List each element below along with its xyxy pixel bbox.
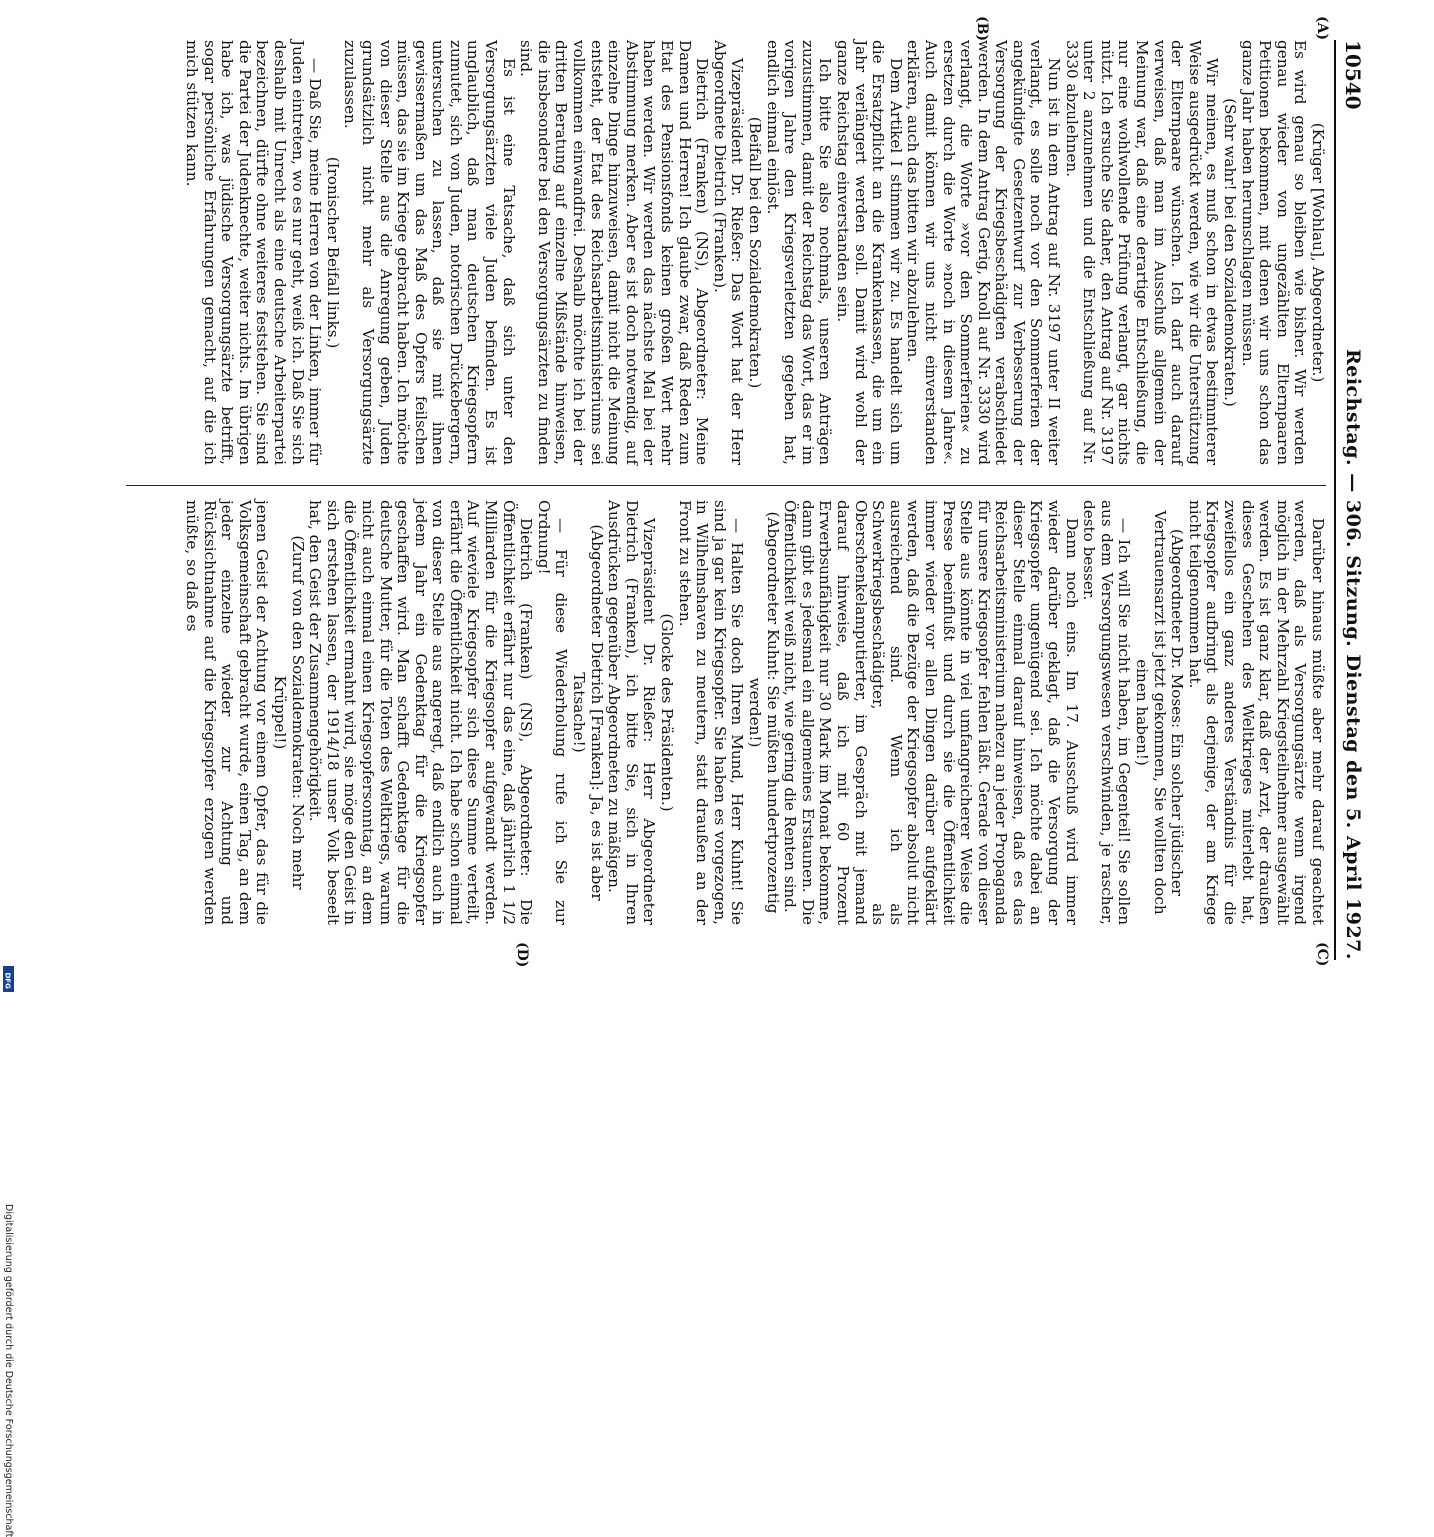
interjection: (Zuruf von den Sozialdemokraten: Noch mehr Krüppel!) xyxy=(270,535,307,890)
interjection: (Ironischer Beifall links.) xyxy=(323,156,342,349)
column-divider xyxy=(126,485,1326,486)
page-header xyxy=(1334,40,1370,960)
digitization-note: Digitalisierung gefördert durch die Deutsche Forschungsgemeinschaft xyxy=(3,1204,14,1537)
paragraph: Vizepräsident Dr. Rießer: Das Wort hat der Herr Abgeordnete Dietrich (Franken). xyxy=(710,40,747,465)
interjection: (Abgeordneter Dietrich [Franken]: Ja, es ist aber Tatsache!) xyxy=(570,524,606,901)
paragraph: Darüber hinaus müßte aber mehr darauf geachtet werden, daß als Versorgungsärzte wenn irgend möglich in der Mehrzahl Kriegsteilnehmer ausgewählt werden. Es ist ganz klar, daß der Arzt, der draußen dieses Geschehen des Weltkrieges miterlebt hat, zweifellos ein ganz anderes Verständnis für die Kriegsopfer aufbringt als derjenige, der am Kriege nicht teilgenommen hat. xyxy=(1185,500,1327,925)
paragraph: (Krüger [Wohlau], Abgeordneter.) xyxy=(1309,122,1327,383)
paragraph: Ich bitte Sie also nochmals, unseren Anträgen zuzustimmen, damit der Reichstag das Wort, das er im vorigen Jahre den Kriegsverletzten gegeben hat, endlich einmal einlöst. xyxy=(763,40,835,465)
interjection: (Abgeordneter Dr. Moses: Ein solcher jüdischer Vertrauensarzt ist jetzt gekommen, Sie wollten doch einen haben!) xyxy=(1133,510,1187,915)
left-column xyxy=(182,40,1326,465)
paragraph: Nun ist in dem Antrag auf Nr. 3197 unter II weiter verlangt, es solle noch vor den Sommerferien der angekündigte Gesetzentwurf zur Verbesserung der Versorgung der Kriegsbeschädigten verabschiedet werden. In dem Antrag Gerig, Knoll auf Nr. 3330 wird verlangt, die Worte »vor den Sommerferien« zu ersetzen durch die Worte »noch in diesem Jahre«. Auch damit können wir uns nicht einverstanden erklären, auch das bitten wir abzulehnen. xyxy=(904,40,1064,465)
margin-marker-b: (B) xyxy=(974,16,990,42)
paragraph: Vizepräsident Dr. Rießer: Herr Abgeordneter Dietrich (Franken), ich bitte Sie, sich in Ihren Ausdrücken gegenüber Abgeordneten zu mäßigen. xyxy=(605,500,659,925)
paragraph: — Für diese Wiederholung rufe ich Sie zur Ordnung! xyxy=(534,500,571,925)
margin-marker-a: (A) xyxy=(1314,16,1330,41)
margin-marker-d: (D) xyxy=(514,942,530,968)
interjection: (Beifall bei den Sozialdemokraten.) xyxy=(746,116,764,389)
interjection: (Glocke des Präsidenten.) xyxy=(658,613,677,812)
rotated-page-content xyxy=(130,16,1370,968)
speech-paragraph: Dietrich (Franken) (NS), Abgeordneter: Meine Damen und Herren! Ich glaube zwar, daß Reden zum Etat des Pensionsfonds keinen großen Wert mehr haben werden. Wir werden das nächste Mal bei der Abstimmung merken. Aber es ist doch notwendig, auf einzelne Dinge hinzuweisen, damit nicht die Meinung entsteht, der Etat des Reichsarbeitsministeriums sei vollkommen einwandfrei. Deshalb möchte ich bei der dritten Beratung auf einzelne Mißstände hinweisen, die insbesondere bei den Versorgungsärzten zu finden sind. xyxy=(517,40,712,465)
paragraph: Es ist eine Tatsache, daß sich unter den Versorgungsärzten viele Juden befinden. Es ist unglaublich, daß man deutschen Kriegsopfern zumutet, sich von Juden, notorischen Drückebergern, untersuchen zu lassen, daß sie mit ihnen gewissermaßen um das Maß des Opfers feilschen müssen, das sie im Kriege gebracht haben. Ich möchte von dieser Stelle aus die Anregung geben, Juden grundsätzlich nicht mehr als Versorgungsärzte zuzulassen. xyxy=(341,40,518,465)
page-number: 10540 xyxy=(1341,40,1365,110)
paragraph: Dem Artikel I stimmen wir zu. Es handelt sich um die Ersatzpflicht an die Krankenkassen, die um ein Jahr verlängert werden soll. Damit wird wohl der ganze Reichstag einverstanden sein. xyxy=(833,40,905,465)
paragraph: — Ich will Sie nicht haben, im Gegenteil! Sie sollen aus dem Versorgungswesen verschwinden, je rascher, desto besser. xyxy=(1080,500,1134,925)
paragraph: — Halten Sie doch Ihren Mund, Herr Kuhnt! Sie sind ja gar kein Kriegsopfer. Sie haben es vorgezogen, in Wilhelmshaven zu meutern, statt draußen an der Front zu stehen. xyxy=(675,500,747,925)
digitization-footer xyxy=(0,602,16,1537)
page-title: Reichstag. — 306. Sitzung. Dienstag den 5. April 1927. xyxy=(1342,348,1364,960)
paragraph: — Daß Sie, meine Herren von der Linken, immer für Juden eintreten, wo es nur geht, weiß ich. Daß Sie sich deshalb mit Unrecht als eine deutsche Arbeiterpartei bezeichnen, dürfte ohne weiteres feststehen. Sie sind die Partei der Judenknechte, weiter nichts. Im übrigen habe ich, was jüdische Versorgungsärzte betrifft, sogar persönliche Erfahrungen gemacht, auf die ich mich stützen kann. xyxy=(183,40,325,466)
dfg-logo-icon: DFG xyxy=(3,966,14,992)
margin-marker-c: (C) xyxy=(1314,942,1330,967)
paragraph: Es wird genau so bleiben wie bisher. Wir werden genau wieder von ungezählten Elternpaaren Petitionen bekommen, mit denen wir uns schon das ganze Jahr haben herumschlagen müssen. xyxy=(1238,40,1310,465)
interjection: (Abgeordneter Kuhnt: Sie müßten hundertprozentig werden!) xyxy=(746,511,782,914)
right-column xyxy=(182,500,1326,925)
paragraph: Dann noch eins. Im 17. Ausschuß wird immer wieder darüber geklagt, daß die Versorgung der Kriegsopfer ungenügend sei. Ich möchte dabei an dieser Stelle einmal darauf hinweisen, daß es das Reichsarbeitsministerium nahezu an jeder Propaganda für unsere Kriegsopfer fehlen läßt. Gerade von dieser Stelle aus könnte in viel umfangreicherer Weise die Presse beeinflußt und durch sie die Öffentlichkeit immer wieder vor allen Dingen darüber aufgeklärt werden, daß die Bezüge der Kriegsopfer absolut nicht ausreichend sind. Wenn ich als Schwerkriegsbeschädigter, als Oberschenkelamputierter, im Gespräch mit jemand darauf hinweise, daß ich mit 60 Prozent Erwerbsunfähigkeit nur 30 Mark im Monat bekomme, dann gibt es jedesmal ein allgemeines Erstaunen. Die Öffentlichkeit weiß nicht, wie gering die Renten sind. xyxy=(781,500,1081,925)
interjection: (Sehr wahr! bei den Sozialdemokraten.) xyxy=(1221,98,1240,407)
paragraph: Wir meinen, es muß schon in etwas bestimmterer Weise ausgedrückt werden, wie wir die Unterstützung der Elternpaare wünschen. Ich darf auch darauf verweisen, daß man im Ausschuß allgemein der Meinung war, daß eine derartige Entschließung, die nur eine wohlwollende Prüfung verlangt, gar nichts nützt. Ich ersuche Sie daher, den Antrag auf Nr. 3197 unter 2 anzunehmen und die Entschließung auf Nr. 3330 abzulehnen. xyxy=(1062,40,1222,465)
speech-paragraph: Dietrich (Franken) (NS), Abgeordneter: Die Öffentlichkeit erfährt nur das eine, daß jährlich 1 1/2 Milliarden für die Kriegsopfer aufgewandt werden. Auf wieviele Kriegsopfer sich diese Summe verteilt, erfährt die Öffentlichkeit nicht. Ich habe schon einmal von dieser Stelle aus angeregt, daß endlich auch in jedem Jahr ein Gedenktag für die Kriegsopfer geschaffen wird. Man schafft Gedenktage für die deutsche Mutter, für die Toten des Weltkriegs, warum nicht auch einmal einen Kriegsopfersonntag, an dem die Öffentlichkeit ermahnt wird, sie möge den Geist in sich erstehen lassen, der 1914/18 unser Volk beseelt hat, den Geist der Zusammengehörigkeit. xyxy=(306,500,536,925)
paragraph: jenen Geist der Achtung vor einem Opfer, das für die Volksgemeinschaft gebracht wurde, einen Tag, an dem jeder einzelne wieder zur Achtung und Rücksichtnahme auf die Kriegsopfer erzogen werden müßte, so daß es xyxy=(183,500,272,925)
